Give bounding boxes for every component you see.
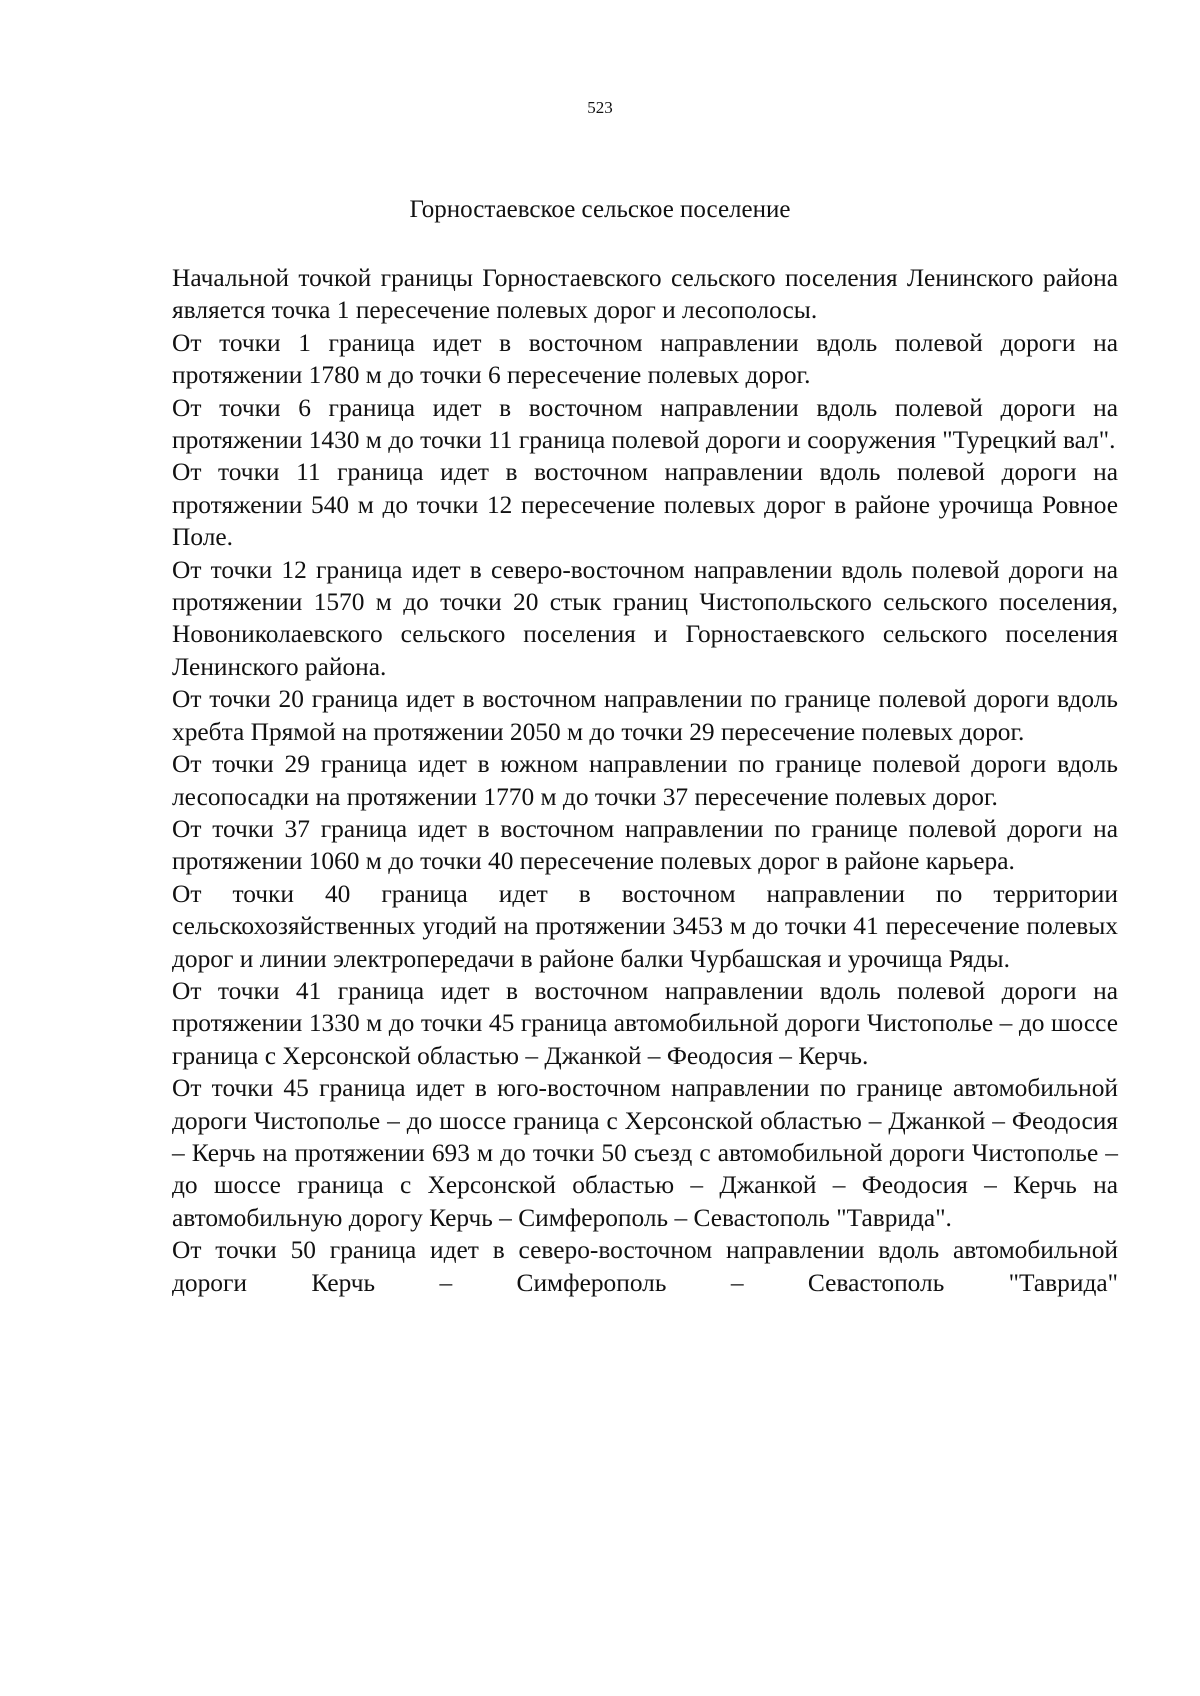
paragraph: От точки 50 граница идет в северо-восточном направлении вдоль автомобильной дороги Керчь – Симферополь – Севастополь "Таврида"	[172, 1236, 1118, 1297]
paragraph: От точки 40 граница идет в восточном направлении по территории сельскохозяйственных угодий на протяжении 3453 м до точки 41 пересечение полевых дорог и линии электропередачи в районе балки Чурбашская и урочища Ряды.	[172, 879, 1118, 973]
paragraph: От точки 37 граница идет в восточном направлении по границе полевой дороги на протяжении 1060 м до точки 40 пересечение полевых дорог в районе карьера.	[172, 814, 1118, 876]
paragraph: От точки 1 граница идет в восточном направлении вдоль полевой дороги на протяжении 1780 м до точки 6 пересечение полевых дорог.	[172, 328, 1118, 390]
paragraph: От точки 41 граница идет в восточном направлении вдоль полевой дороги на протяжении 1330 м до точки 45 граница автомобильной дороги Чистополье – до шоссе граница с Херсонской областью – Джанкой – Феодосия – Керчь.	[172, 976, 1118, 1070]
paragraph: Начальной точкой границы Горностаевского сельского поселения Ленинского района является точка 1 пересечение полевых дорог и лесополосы.	[172, 264, 1118, 325]
paragraph: От точки 6 граница идет в восточном направлении вдоль полевой дороги на протяжении 1430 м до точки 11 граница полевой дороги и сооружения "Турецкий вал".	[172, 393, 1118, 455]
paragraph: От точки 29 граница идет в южном направлении по границе полевой дороги вдоль лесопосадки на протяжении 1770 м до точки 37 пересечение полевых дорог.	[172, 750, 1118, 811]
page-number: 523	[587, 98, 613, 117]
paragraph: От точки 45 граница идет в юго-восточном направлении по границе автомобильной дороги Чистополье – до шоссе граница с Херсонской областью – Джанкой – Феодосия – Керчь на протяжении 693 м до точки 50 съезд с автомобильной дороги Чистополье – до шоссе граница с Херсонской областью – Джанкой – Феодосия – Керчь на автомобильную дорогу Керчь – Симферополь – Севастополь "Таврида".	[172, 1074, 1118, 1232]
paragraph: От точки 11 граница идет в восточном направлении вдоль полевой дороги на протяжении 540 м до точки 12 пересечение полевых дорог в районе урочища Ровное Поле.	[172, 458, 1118, 552]
paragraph: От точки 20 граница идет в восточном направлении по границе полевой дороги вдоль хребта Прямой на протяжении 2050 м до точки 29 пересечение полевых дорог.	[172, 685, 1118, 746]
document-title: Горностаевское сельское поселение	[409, 196, 791, 223]
paragraph: От точки 12 граница идет в северо-восточном направлении вдоль полевой дороги на протяжении 1570 м до точки 20 стык границ Чистопольского сельского поселения, Новониколаевского сельского поселения и Горностаевского сельского поселения Ленинского района.	[172, 555, 1118, 681]
document-body	[172, 262, 1118, 1299]
